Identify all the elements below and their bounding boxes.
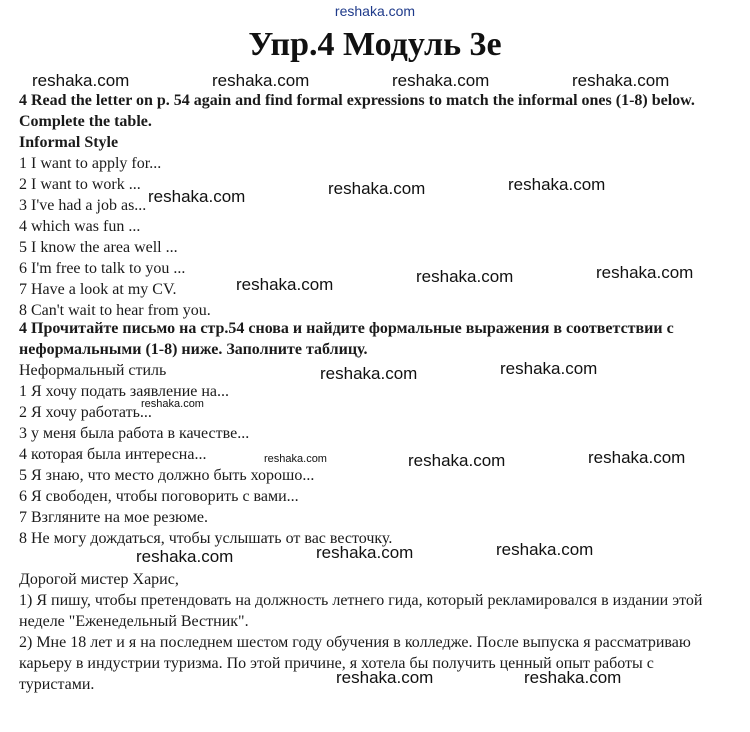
list-item: 2 I want to work ...: [19, 176, 141, 193]
list-item: 4 которая была интересна...: [19, 446, 207, 463]
watermark: reshaka.com: [320, 364, 418, 383]
english-style-heading: Informal Style: [19, 134, 119, 151]
russian-instruction: 4 Прочитайте письмо на стр.54 снова и найдите формальные выражения в соответствии с неформальными (1-8) ниже. Заполните таблицу.: [19, 320, 674, 358]
english-section: [19, 90, 724, 321]
watermark: reshaka.com: [264, 453, 327, 465]
watermark: reshaka.com: [141, 398, 204, 410]
list-item: 4 which was fun ...: [19, 218, 141, 235]
list-item: 2 Я хочу работать...: [19, 404, 152, 421]
list-item: 5 Я знаю, что место должно быть хорошо...: [19, 467, 315, 484]
list-item: 6 I'm free to talk to you ...: [19, 260, 186, 277]
watermark: reshaka.com: [408, 451, 506, 470]
list-item: 7 Взгляните на мое резюме.: [19, 509, 208, 526]
watermark: reshaka.com: [572, 71, 670, 90]
list-item: 1 Я хочу подать заявление на...: [19, 383, 230, 400]
watermark: reshaka.com: [136, 547, 234, 566]
watermark: reshaka.com: [588, 448, 686, 467]
watermark: reshaka.com: [524, 668, 622, 687]
watermark: reshaka.com: [500, 359, 598, 378]
list-item: 8 Не могу дождаться, чтобы услышать от вас весточку.: [19, 530, 393, 547]
list-item: 3 у меня была работа в качестве...: [19, 425, 250, 442]
watermark: reshaka.com: [236, 275, 334, 294]
english-instruction: 4 Read the letter on p. 54 again and find formal expressions to match the informal ones (1-8) below. Complete the table.: [19, 92, 695, 130]
page-title: Упр.4 Модуль 3е: [248, 26, 502, 63]
letter-paragraph: 1) Я пишу, чтобы претендовать на должность летнего гида, который рекламировался в издании этой неделе "Еженедельный Вестник".: [19, 592, 703, 630]
watermark: reshaka.com: [316, 543, 414, 562]
letter-paragraph: 2) Мне 18 лет и я на последнем шестом году обучения в колледже. После выпуска я рассматриваю карьеру в индустрии туризма. По этой причине, я хотела бы получить ценный опыт работы с туристами.: [19, 634, 691, 693]
list-item: 3 I've had a job as...: [19, 197, 147, 214]
list-item: 7 Have a look at my CV.: [19, 281, 177, 298]
watermark: reshaka.com: [496, 540, 594, 559]
watermark: reshaka.com: [328, 179, 426, 198]
russian-section: [19, 318, 724, 549]
watermark: reshaka.com: [416, 267, 514, 286]
letter-greeting: Дорогой мистер Харис,: [19, 571, 179, 588]
watermark: reshaka.com: [148, 187, 246, 206]
list-item: 8 Can't wait to hear from you.: [19, 302, 211, 319]
watermark: reshaka.com: [508, 175, 606, 194]
watermark: reshaka.com: [336, 668, 434, 687]
list-item: 6 Я свободен, чтобы поговорить с вами...: [19, 488, 299, 505]
russian-style-heading: Неформальный стиль: [19, 362, 167, 379]
watermark: reshaka.com: [212, 71, 310, 90]
watermark: reshaka.com: [392, 71, 490, 90]
watermark: reshaka.com: [596, 263, 694, 282]
list-item: 1 I want to apply for...: [19, 155, 162, 172]
site-header[interactable]: reshaka.com: [334, 3, 416, 19]
list-item: 5 I know the area well ...: [19, 239, 178, 256]
watermark: reshaka.com: [32, 71, 130, 90]
